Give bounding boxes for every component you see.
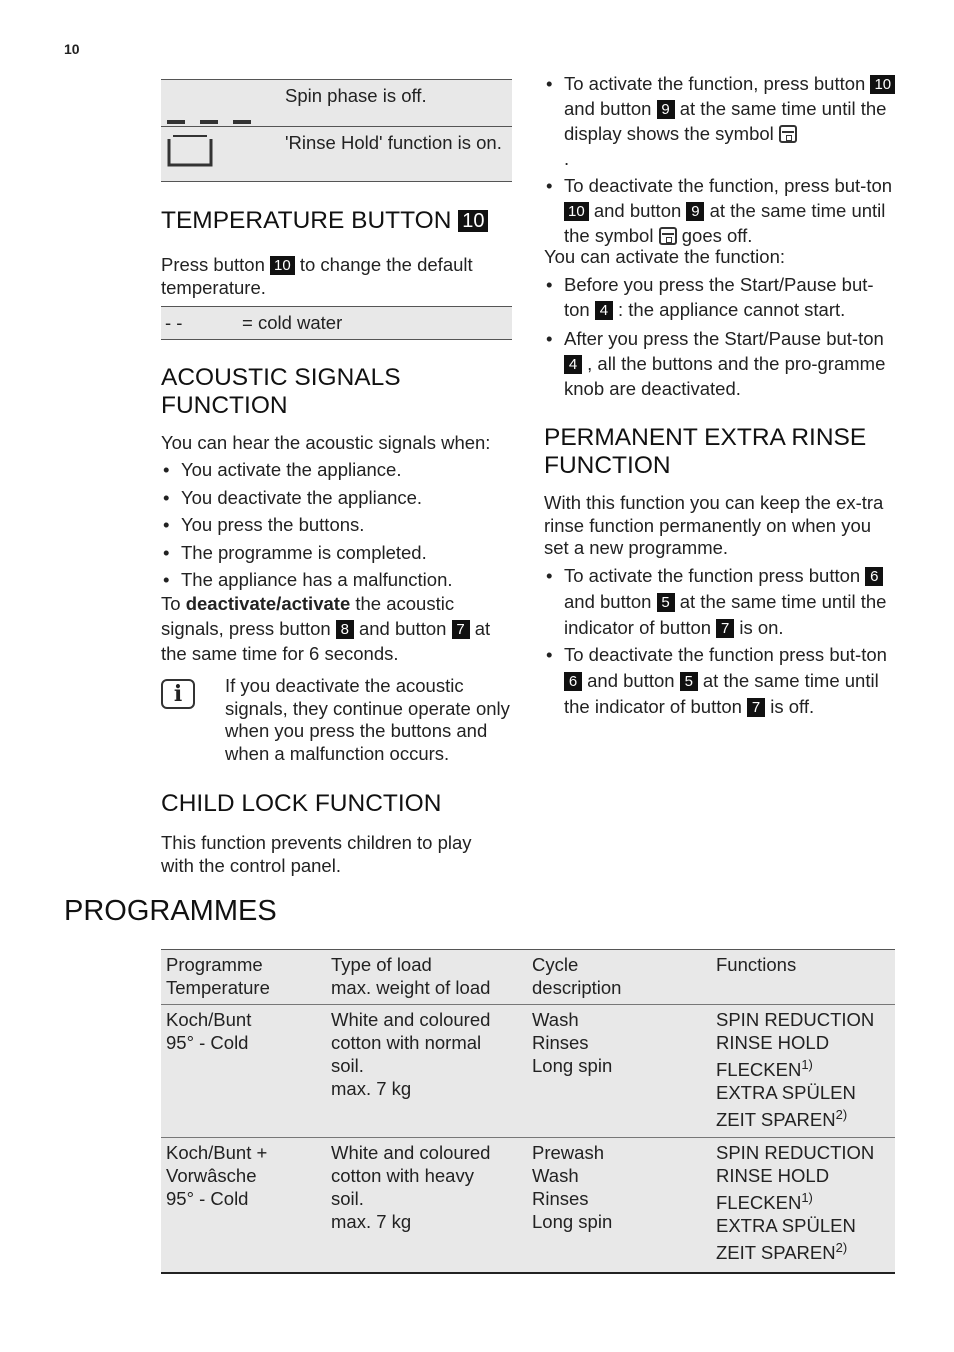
child-lock-activate-end: . — [564, 148, 570, 169]
cell-line — [716, 1241, 874, 1264]
cell-line: Rinses — [532, 1188, 589, 1209]
cell-line — [716, 1058, 874, 1081]
child-lock-heading: CHILD LOCK FUNCTION — [161, 790, 442, 817]
extra-rinse-list — [544, 563, 896, 720]
extra-rinse-act-post1: at the same time until the indicator of button — [564, 591, 887, 639]
cell-line: Long spin — [532, 1211, 613, 1232]
temperature-text-pre: Press button — [161, 254, 265, 275]
extra-rinse-heading-line1: PERMANENT EXTRA RINSE — [544, 424, 867, 451]
button-badge: 10 — [270, 256, 295, 275]
child-lock-deactivate-post1: at the same time until the symbol — [564, 200, 886, 246]
programmes-row-divider — [161, 1004, 895, 1005]
cell-line: Prewash — [532, 1142, 604, 1163]
cell-line: EXTRA SPÜLEN — [716, 1082, 856, 1103]
child-lock-after-pre: After you press the Start/Pause but-ton — [564, 328, 884, 349]
extra-rinse-intro: With this function you can keep the ex-tra rinse function permanently on when you set a new programme. — [544, 492, 884, 559]
cell-line: Koch/Bunt — [166, 1009, 252, 1030]
extra-rinse-heading-line2: FUNCTION — [544, 452, 671, 479]
child-lock-deactivate-post2: goes off. — [681, 225, 753, 246]
status-text-spin-off: Spin phase is off. — [285, 85, 427, 106]
functions-cell — [716, 1141, 874, 1264]
button-badge: 9 — [686, 202, 704, 221]
cell-line — [716, 1108, 874, 1131]
acoustic-intro: You can hear the acoustic signals when: — [161, 432, 491, 453]
extra-rinse-act-mid: and button — [564, 591, 652, 613]
programmes-header-load — [331, 953, 490, 999]
cell-line: Wash — [532, 1009, 579, 1030]
cycle-cell — [532, 1141, 612, 1233]
acoustic-heading — [161, 364, 513, 420]
header-line: Type of load — [331, 954, 432, 975]
cell-line: 95° - Cold — [166, 1188, 249, 1209]
cell-line: SPIN REDUCTION — [716, 1009, 875, 1030]
footnote-marker: 2) — [835, 1240, 848, 1255]
programmes-header-cycle — [532, 953, 621, 999]
cell-line: cotton with heavy — [331, 1165, 474, 1186]
header-line: Functions — [716, 954, 797, 975]
temperature-heading-text: TEMPERATURE BUTTON — [161, 207, 452, 234]
child-lock-list — [544, 71, 898, 248]
temperature-heading — [161, 207, 513, 235]
info-icon: i — [161, 679, 195, 709]
rinse-hold-icon — [167, 133, 213, 172]
list-item: • You press the buttons. — [161, 513, 513, 536]
child-lock-deactivate-mid: and button — [593, 200, 682, 221]
extra-rinse-deact-post1: at the same time until the indicator of button — [564, 670, 879, 718]
child-lock-activate-mid: and button — [564, 98, 652, 119]
cell-line: RINSE HOLD — [716, 1165, 830, 1186]
list-item — [544, 326, 898, 401]
footnote-marker: 1) — [801, 1057, 813, 1072]
button-badge: 6 — [865, 567, 883, 586]
list-item — [544, 563, 896, 641]
status-text-rinse-hold: 'Rinse Hold' function is on. — [285, 132, 502, 153]
child-lock-activate-pre: To activate the function, press button — [564, 73, 866, 94]
function-name: FLECKEN — [716, 1059, 802, 1080]
footnote-marker: 1) — [801, 1190, 813, 1205]
temperature-text — [161, 253, 511, 299]
programme-cell — [166, 1141, 267, 1210]
cell-line: Wash — [532, 1165, 579, 1186]
acoustic-heading-line2: FUNCTION — [161, 392, 288, 419]
button-badge: 5 — [657, 593, 675, 612]
dashes-icon — [167, 108, 251, 114]
cell-line: max. 7 kg — [331, 1078, 412, 1099]
acoustic-para-mid1: the acoustic signals, press button — [161, 593, 455, 639]
button-badge: 7 — [747, 698, 765, 717]
extra-rinse-act-post2: is on. — [739, 617, 784, 639]
list-item — [544, 71, 898, 171]
list-item — [544, 173, 898, 248]
function-name: ZEIT SPAREN — [716, 1242, 836, 1263]
programmes-header-functions — [716, 953, 796, 976]
cell-line: Rinses — [532, 1032, 589, 1053]
button-badge: 5 — [680, 672, 698, 691]
cell-line: EXTRA SPÜLEN — [716, 1215, 856, 1236]
function-name: FLECKEN — [716, 1192, 802, 1213]
cell-line: soil. — [331, 1055, 364, 1076]
button-badge: 7 — [716, 619, 734, 638]
cell-line: White and coloured — [331, 1009, 491, 1030]
child-lock-icon — [659, 227, 677, 245]
programmes-header-programme — [166, 953, 270, 999]
function-name: ZEIT SPAREN — [716, 1109, 836, 1130]
child-lock-deactivate-pre: To deactivate the function, press but-ton — [564, 175, 893, 196]
list-item: • You activate the appliance. — [161, 458, 513, 481]
child-lock-before-post: : the appliance cannot start. — [618, 299, 846, 320]
page-number: 10 — [64, 41, 80, 57]
list-item — [544, 272, 898, 322]
child-lock-before-pre: Before you press the Start/Pause but-ton — [564, 274, 874, 320]
cell-line: Long spin — [532, 1055, 613, 1076]
header-line: Programme — [166, 954, 263, 975]
cell-line: White and coloured — [331, 1142, 491, 1163]
list-item: • The programme is completed. — [161, 541, 513, 564]
load-cell — [331, 1141, 490, 1233]
child-lock-icon — [779, 125, 797, 143]
extra-rinse-deact-pre: To deactivate the function press but-ton — [564, 644, 887, 666]
cell-line: Vorwâsche — [166, 1165, 257, 1186]
cell-line — [716, 1191, 874, 1214]
cell-line: cotton with normal — [331, 1032, 482, 1053]
cell-line: SPIN REDUCTION — [716, 1142, 875, 1163]
cycle-cell — [532, 1008, 612, 1077]
functions-cell — [716, 1008, 874, 1131]
child-lock-can-activate: You can activate the function: — [544, 246, 786, 267]
extra-rinse-deact-post2: is off. — [770, 696, 815, 718]
button-badge: 9 — [657, 100, 675, 119]
header-line: Cycle — [532, 954, 579, 975]
acoustic-para-mid2: and button — [358, 618, 447, 639]
child-lock-after-post: , all the buttons and the pro-gramme knob are deactivated. — [564, 353, 886, 399]
acoustic-info-text: If you deactivate the acoustic signals, they continue operate only when you press the buttons and when a malfunction occurs. — [225, 675, 510, 765]
programmes-heading: PROGRAMMES — [64, 895, 277, 927]
list-item: • You deactivate the appliance. — [161, 486, 513, 509]
cell-line: soil. — [331, 1188, 364, 1209]
button-badge: 4 — [595, 301, 613, 320]
list-item — [544, 642, 896, 720]
button-badge: 8 — [336, 620, 354, 639]
temperature-table-symbol: - - — [165, 312, 183, 333]
programme-cell — [166, 1008, 251, 1054]
cell-line: max. 7 kg — [331, 1211, 412, 1232]
button-badge: 10 — [870, 75, 895, 94]
cell-line: Koch/Bunt + — [166, 1142, 268, 1163]
extra-rinse-heading — [544, 424, 898, 480]
header-line: description — [532, 977, 622, 998]
acoustic-instructions — [161, 591, 513, 666]
button-badge: 7 — [452, 620, 470, 639]
temperature-table — [161, 306, 512, 340]
button-badge: 6 — [564, 672, 582, 691]
list-item: • The appliance has a malfunction. — [161, 568, 513, 591]
acoustic-list — [161, 458, 513, 591]
button-badge: 4 — [564, 355, 582, 374]
acoustic-para-post: at the same time for 6 seconds. — [161, 618, 491, 664]
cell-line: 95° - Cold — [166, 1032, 249, 1053]
button-badge: 10 — [458, 210, 488, 232]
status-table — [161, 79, 512, 182]
child-lock-text: This function prevents children to play with the control panel. — [161, 832, 472, 876]
acoustic-para-bold: deactivate/activate — [185, 593, 351, 614]
acoustic-heading-line1: ACOUSTIC SIGNALS — [161, 364, 401, 391]
cell-line: RINSE HOLD — [716, 1032, 830, 1053]
programmes-row-divider — [161, 1137, 895, 1138]
button-badge: 10 — [564, 202, 589, 221]
child-lock-activate-post: at the same time until the display shows the symbol — [564, 98, 887, 144]
child-lock-conditions — [544, 272, 898, 401]
load-cell — [331, 1008, 490, 1100]
acoustic-para-pre: To — [161, 593, 181, 614]
temperature-text-post: to change the default temperature. — [161, 254, 473, 298]
header-line: Temperature — [166, 977, 270, 998]
footnote-marker: 2) — [835, 1107, 848, 1122]
temperature-table-value: = cold water — [242, 312, 343, 333]
extra-rinse-act-pre: To activate the function press button — [564, 565, 861, 587]
status-divider — [161, 126, 512, 127]
rinse-hold-icon-svg — [167, 133, 213, 167]
extra-rinse-deact-mid: and button — [587, 670, 675, 692]
header-line: max. weight of load — [331, 977, 491, 998]
